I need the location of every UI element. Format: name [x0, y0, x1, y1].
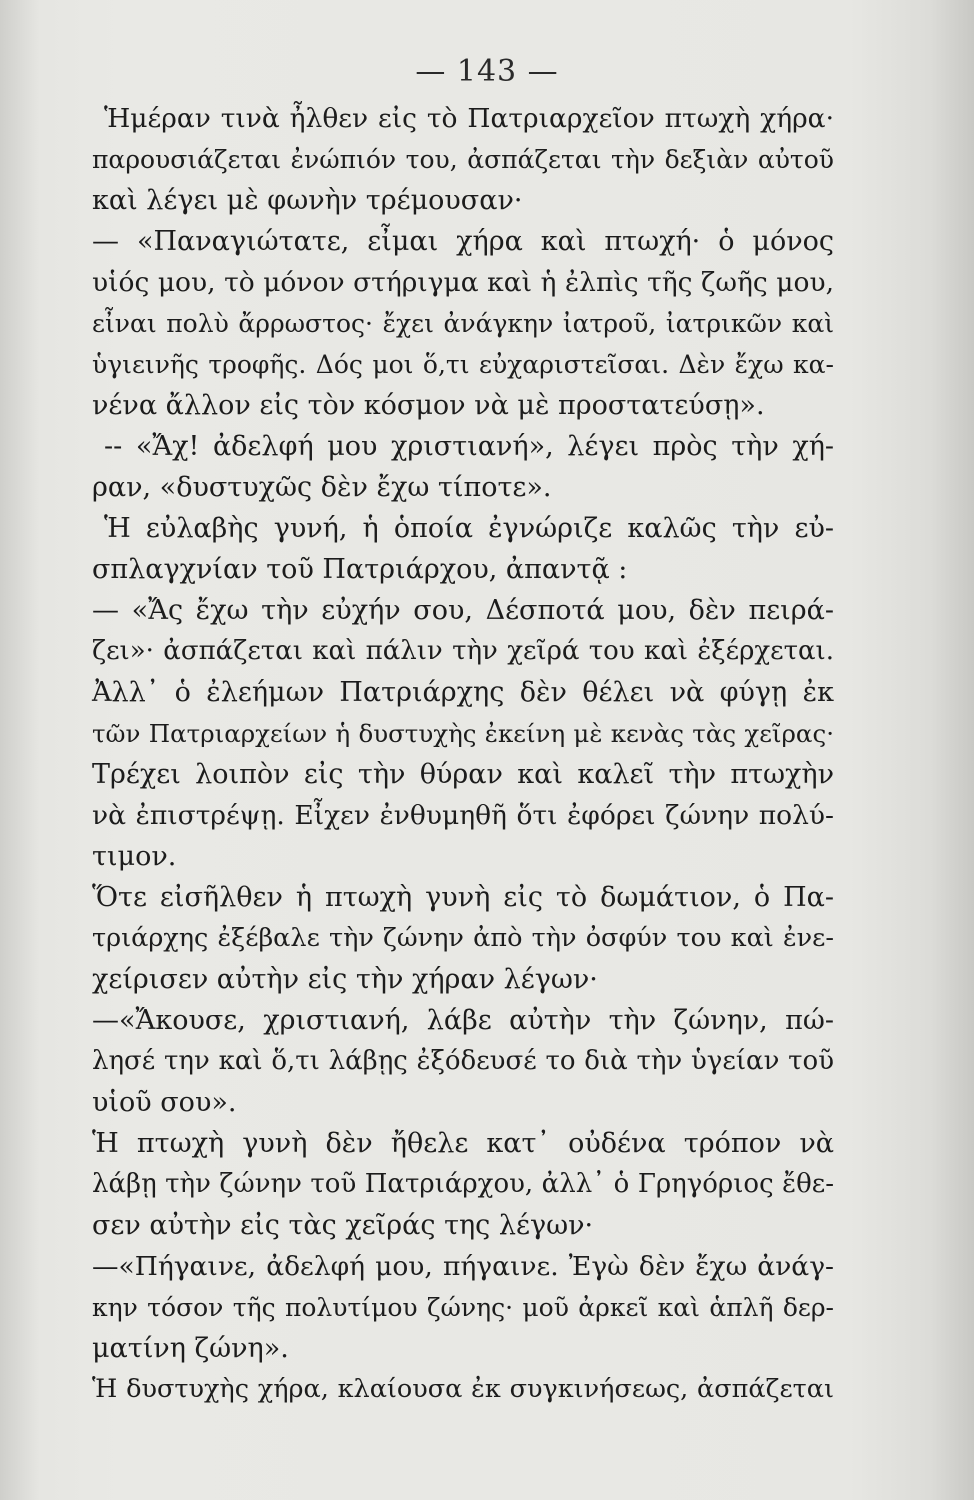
page-number: — 143 — [415, 54, 559, 89]
text-line: τῶν Πατριαρχείων ἡ δυστυχὴς ἐκείνη μὲ κενὰς τὰς χεῖρας· [92, 719, 834, 748]
text-line: Ἀλλ᾽ ὁ ἐλεήμων Πατριάρχης δὲν θέλει νὰ φύγῃ ἐκ [92, 677, 834, 708]
text-line: ὑγιεινῆς τροφῆς. Δός μοι ὅ,τι εὐχαριστεῖσαι. Δὲν ἔχω κα- [92, 350, 834, 379]
text-line: Ἡμέραν τινὰ ἦλθεν εἰς τὸ Πατριαρχεῖον πτωχὴ χήρα· [104, 103, 834, 134]
text-line: τριάρχης ἐξέβαλε τὴν ζώνην ἀπὸ τὴν ὀσφύν του καὶ ἐνε- [92, 923, 834, 953]
text-line: νὰ ἐπιστρέψῃ. Εἶχεν ἐνθυμηθῆ ὅτι ἐφόρει ζώνην πολύ- [92, 800, 834, 831]
text-line: —«Πήγαινε, ἀδελφή μου, πήγαινε. Ἐγὼ δὲν ἔχω ἀνάγ- [92, 1251, 834, 1282]
text-line: κην τόσον τῆς πολυτίμου ζώνης· μοῦ ἀρκεῖ καὶ ἁπλῆ δερ- [92, 1293, 834, 1322]
body-text [92, 98, 834, 1410]
text-line: -- «Ἄχ! ἀδελφή μου χριστιανή», λέγει πρὸς τὴν χή- [104, 431, 834, 462]
text-line: λάβῃ τὴν ζώνην τοῦ Πατριάρχου, ἀλλ᾽ ὁ Γρηγόριος ἔθε- [92, 1169, 834, 1199]
text-line: — «Ἄς ἔχω τὴν εὐχήν σου, Δέσποτά μου, δὲν πειρά- [92, 595, 834, 626]
text-line: — «Παναγιώτατε, εἶμαι χήρα καὶ πτωχή· ὁ μόνος [92, 226, 834, 257]
text-line: καὶ λέγει μὲ φωνὴν τρέμουσαν· [92, 185, 523, 216]
text-line: εἶναι πολὺ ἄρρωστος· ἔχει ἀνάγκην ἰατροῦ, ἰατρικῶν καὶ [92, 309, 834, 338]
text-line: νένα ἄλλον εἰς τὸν κόσμον νὰ μὲ προστατεύσῃ». [92, 390, 765, 421]
text-line: χείρισεν αὐτὴν εἰς τὴν χήραν λέγων· [92, 964, 598, 995]
text-line: σεν αὐτὴν εἰς τὰς χεῖράς της λέγων· [92, 1210, 594, 1241]
text-line: ματίνη ζώνη». [92, 1333, 289, 1364]
text-line: Ἡ πτωχὴ γυνὴ δὲν ἤθελε κατ᾽ οὐδένα τρόπον νὰ [92, 1128, 834, 1159]
text-line: —«Ἄκουσε, χριστιανή, λάβε αὐτὴν τὴν ζώνην, πώ- [92, 1005, 834, 1036]
text-line: τιμον. [92, 841, 177, 872]
text-line: Ὅτε εἰσῆλθεν ἡ πτωχὴ γυνὴ εἰς τὸ δωμάτιον, ὁ Πα- [92, 882, 834, 913]
text-line: ραν, «δυστυχῶς δὲν ἔχω τίποτε». [92, 472, 552, 503]
text-line: υἱός μου, τὸ μόνον στήριγμα καὶ ἡ ἐλπὶς τῆς ζωῆς μου, [92, 267, 834, 298]
text-line: Ἡ δυστυχὴς χήρα, κλαίουσα ἐκ συγκινήσεως, ἀσπάζεται [92, 1374, 834, 1404]
text-line: ζει»· ἀσπάζεται καὶ πάλιν τὴν χεῖρά του καὶ ἐξέρχεται. [92, 636, 834, 666]
text-line: σπλαγχνίαν τοῦ Πατριάρχου, ἀπαντᾷ : [92, 554, 628, 585]
text-line: παρουσιάζεται ἐνώπιόν του, ἀσπάζεται τὴν δεξιὰν αὐτοῦ [92, 145, 834, 174]
text-line: Ἡ εὐλαβὴς γυνή, ἡ ὁποία ἐγνώριζε καλῶς τὴν εὐ- [104, 513, 834, 544]
text-line: υἱοῦ σου». [92, 1087, 237, 1118]
text-line: λησέ την καὶ ὅ,τι λάβῃς ἐξόδευσέ το διὰ τὴν ὑγείαν τοῦ [92, 1046, 834, 1076]
text-line: Τρέχει λοιπὸν εἰς τὴν θύραν καὶ καλεῖ τὴν πτωχὴν [92, 759, 834, 790]
